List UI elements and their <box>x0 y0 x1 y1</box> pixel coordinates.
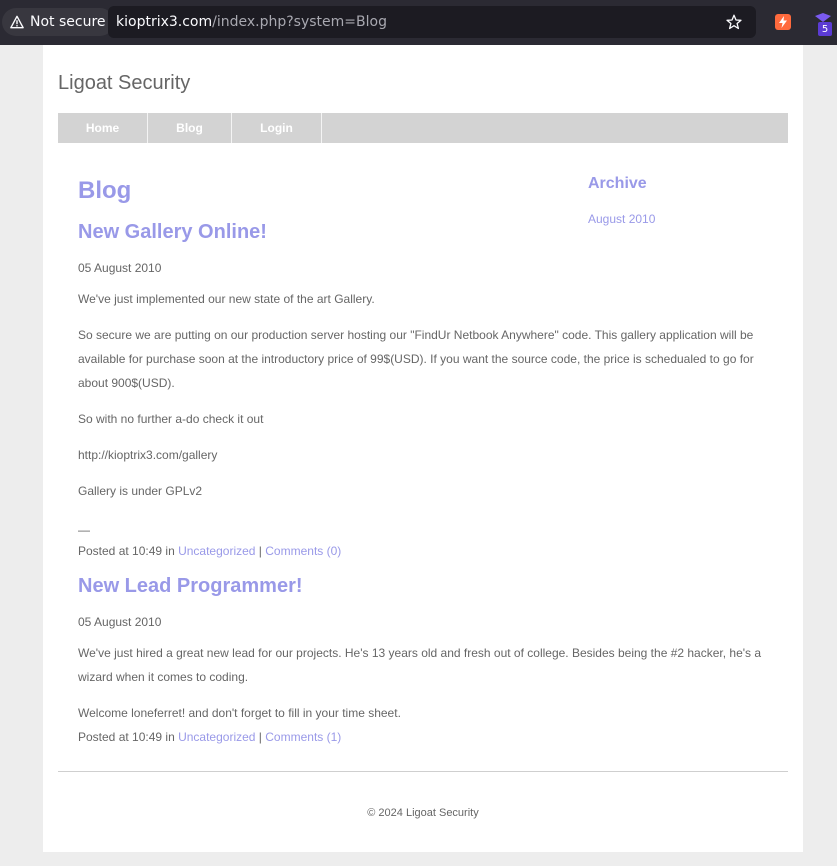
comments-link[interactable]: Comments (1) <box>265 730 342 744</box>
post-title[interactable]: New Gallery Online! <box>78 221 267 243</box>
post-paragraph: We've just hired a great new lead for our projects. He's 13 years old and fresh out of college. Besides being the #2 hacker, he's a wizard when it comes to coding. <box>78 646 762 684</box>
extension-badge: 5 <box>818 22 832 36</box>
post-meta <box>78 544 341 558</box>
post-paragraph: We've just implemented our new state of the art Gallery. <box>78 292 375 306</box>
page-heading: Blog <box>78 177 132 204</box>
post-meta-prefix: Posted at 10:49 in <box>78 544 179 558</box>
site-title[interactable]: Ligoat Security <box>58 72 191 94</box>
post-date: 05 August 2010 <box>78 615 162 629</box>
meta-separator: | <box>255 544 266 558</box>
post-paragraph: So secure we are putting on our production server hosting our "FindUr Netbook Anywhere" code. This gallery application will be available for purchase soon at the introductory price of 99$(USD). If you want the source code, the price is schedualed to go for about 900$(USD). <box>78 328 754 390</box>
bookmark-star-icon[interactable] <box>726 14 742 30</box>
url-domain: kioptrix3.com <box>116 14 213 30</box>
category-link[interactable]: Uncategorized <box>178 730 256 744</box>
post-paragraph: http://kioptrix3.com/gallery <box>78 448 218 462</box>
meta-separator: | <box>255 730 266 744</box>
footer-copyright: © 2024 Ligoat Security <box>367 807 479 819</box>
url-path: /index.php?system=Blog <box>212 14 387 30</box>
url-text <box>116 14 387 30</box>
comments-link[interactable]: Comments (0) <box>265 544 342 558</box>
main-nav <box>58 113 788 143</box>
footer-divider <box>58 771 788 772</box>
archive-link[interactable]: August 2010 <box>588 212 656 226</box>
post-meta-prefix: Posted at 10:49 in <box>78 730 179 744</box>
post-signature: — <box>78 523 90 537</box>
security-indicator[interactable] <box>2 8 114 36</box>
nav-login[interactable]: Login <box>232 113 322 143</box>
post-paragraph: Gallery is under GPLv2 <box>78 484 203 498</box>
nav-blog[interactable]: Blog <box>148 113 232 143</box>
lightning-icon <box>778 16 788 28</box>
post-paragraph: So with no further a-do check it out <box>78 412 264 426</box>
url-bar[interactable] <box>108 6 756 38</box>
security-label: Not secure <box>30 14 106 30</box>
post-meta <box>78 730 341 744</box>
page-container <box>43 45 803 852</box>
category-link[interactable]: Uncategorized <box>178 544 256 558</box>
extension-icon[interactable] <box>775 14 791 30</box>
post-date: 05 August 2010 <box>78 261 162 275</box>
archive-heading: Archive <box>588 175 647 192</box>
nav-home[interactable]: Home <box>58 113 148 143</box>
post-paragraph: Welcome loneferret! and don't forget to fill in your time sheet. <box>78 706 401 720</box>
post-title[interactable]: New Lead Programmer! <box>78 575 303 597</box>
warning-icon <box>10 15 24 29</box>
browser-toolbar <box>0 0 837 45</box>
